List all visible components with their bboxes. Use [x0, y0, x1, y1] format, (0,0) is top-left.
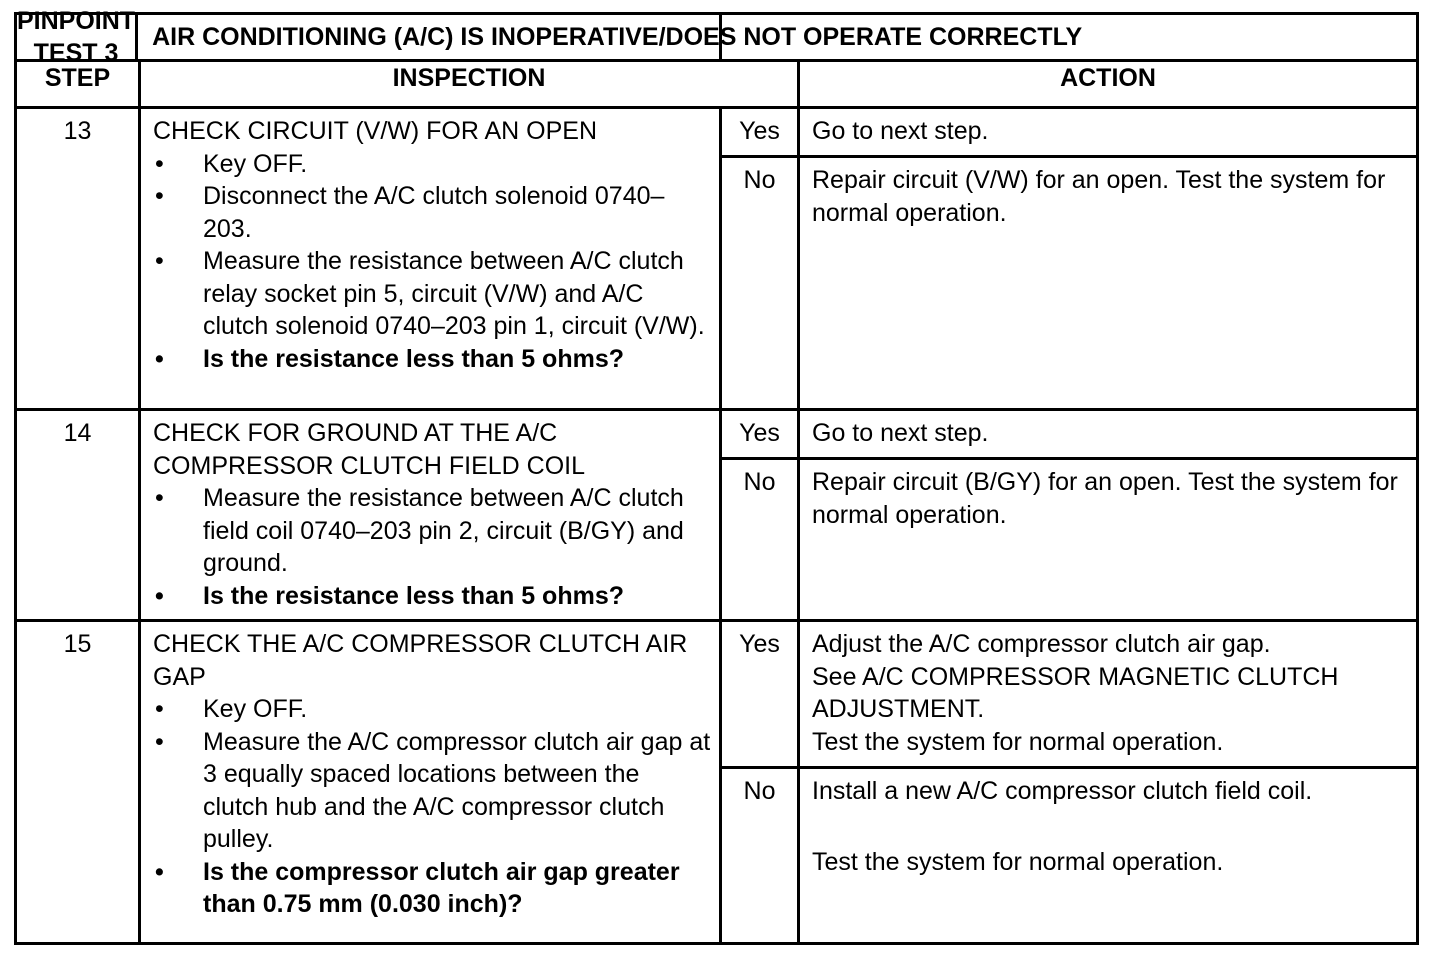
no-action: Repair circuit (B/GY) for an open. Test the system for normal operation. [799, 459, 1418, 621]
step-13-yes-row [16, 108, 1418, 157]
inspection-bullets [153, 693, 711, 921]
test-label: PINPOINT TEST 3 [17, 15, 138, 59]
yes-action [799, 621, 1418, 768]
step-number: 14 [16, 410, 140, 621]
step-14-yes-row [16, 410, 1418, 459]
bullet-item: • Measure the A/C compressor clutch air gap at 3 equally spaced locations between the clutch hub and the A/C compressor clutch pulley. [153, 726, 711, 856]
spacer [812, 808, 1406, 846]
check-title: CHECK CIRCUIT (V/W) FOR AN OPEN [153, 117, 598, 145]
bullet-item: • Key OFF. [153, 693, 711, 726]
bullet-item: • Key OFF. [153, 148, 711, 181]
no-label: No [721, 157, 799, 410]
step-inspection [140, 621, 721, 944]
step-inspection [140, 410, 721, 621]
yes-action: Go to next step. [799, 108, 1418, 157]
yes-label: Yes [721, 410, 799, 459]
no-label: No [721, 768, 799, 944]
no-action [799, 768, 1418, 944]
step-number: 15 [16, 621, 140, 944]
inspection-bullets [153, 148, 711, 376]
question-item: • Is the resistance less than 5 ohms? [153, 343, 711, 376]
no-action: Repair circuit (V/W) for an open. Test the system for normal operation. [799, 157, 1418, 410]
test-title: AIR CONDITIONING (A/C) IS INOPERATIVE/DOES NOT OPERATE CORRECTLY [152, 22, 1083, 51]
action-line: Test the system for normal operation. [812, 727, 1224, 756]
bullet-item: • Disconnect the A/C clutch solenoid 0740–203. [153, 180, 711, 245]
step-inspection [140, 108, 721, 410]
pinpoint-test-table [14, 6, 1419, 945]
action-header: ACTION [799, 61, 1418, 108]
yes-action: Go to next step. [799, 410, 1418, 459]
yes-label: Yes [721, 108, 799, 157]
bullet-item: • Measure the resistance between A/C clutch field coil 0740–203 pin 2, circuit (B/GY) and ground. [153, 482, 711, 580]
column-header-row [16, 61, 1418, 108]
bullet-item: • Measure the resistance between A/C clutch relay socket pin 5, circuit (V/W) and A/C clutch solenoid 0740–203 pin 1, circuit (V/W). [153, 245, 711, 343]
step-number: 13 [16, 108, 140, 410]
no-label: No [721, 459, 799, 621]
action-line: Adjust the A/C compressor clutch air gap. [812, 630, 1271, 658]
question-item: • Is the resistance less than 5 ohms? [153, 580, 711, 613]
action-line: Install a new A/C compressor clutch field coil. [812, 777, 1313, 805]
yes-label: Yes [721, 621, 799, 768]
inspection-bullets [153, 482, 711, 612]
check-title: CHECK FOR GROUND AT THE A/C COMPRESSOR CLUTCH FIELD COIL [153, 419, 586, 480]
question-item: • Is the compressor clutch air gap greater than 0.75 mm (0.030 inch)? [153, 856, 711, 921]
action-line: Test the system for normal operation. [812, 847, 1224, 876]
check-title: CHECK THE A/C COMPRESSOR CLUTCH AIR GAP [153, 630, 688, 691]
step-header: STEP [16, 61, 140, 108]
action-line: See A/C COMPRESSOR MAGNETIC CLUTCH ADJUSTMENT. [812, 662, 1339, 723]
inspection-header: INSPECTION [140, 61, 799, 108]
step-15-yes-row [16, 621, 1418, 768]
title-row [16, 14, 1418, 61]
